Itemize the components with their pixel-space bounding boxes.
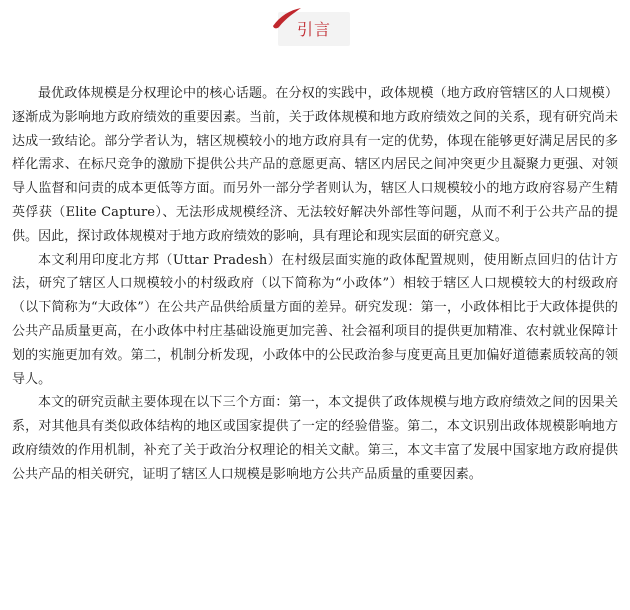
- section-header: [0, 6, 630, 46]
- article-body: [12, 82, 618, 487]
- paragraph-3: 本文的研究贡献主要体现在以下三个方面：第一，本文提供了政体规模与地方政府绩效之间的因果关系，对其他具有类似政体结构的地区或国家提供了一定的经验借鉴。第二，本文识别出政体规模影响地方政府绩效的作用机制，补充了关于政治分权理论的相关文献。第三，本文丰富了发展中国家地方政府提供公共产品的相关研究，证明了辖区人口规模是影响地方公共产品质量的重要因素。: [12, 395, 618, 482]
- paragraph-1: 最优政体规模是分权理论中的核心话题。在分权的实践中，政体规模（地方政府管辖区的人口规模）逐渐成为影响地方政府绩效的重要因素。当前，关于政体规模和地方政府绩效之间的关系，现有研究尚未达成一致结论。部分学者认为，辖区规模较小的地方政府具有一定的优势，体现在能够更好满足居民的多样化需求、在标尺竞争的激励下提供公共产品的意愿更高、辖区内居民之间冲突更少且凝聚力更强、对领导人监督和问责的成本更低等方面。而另外一部分学者则认为，辖区人口规模较小的地方政府容易产生精英俘获（Elite Capture）、无法形成规模经济、无法较好解决外部性等问题，从而不利于公共产品的提供。因此，探讨政体规模对于地方政府绩效的影响，具有理论和现实层面的研究意义。: [12, 86, 618, 244]
- paragraph-2: 本文利用印度北方邦（Uttar Pradesh）在村级层面实施的政体配置规则，使用断点回归的估计方法，研究了辖区人口规模较小的村级政府（以下简称为“小政体”）相较于辖区人口规模较大的村级政府（以下简称为“大政体”）在公共产品供给质量方面的差异。研究发现：第一，小政体相比于大政体提供的公共产品质量更高，在小政体中村庄基础设施更加完善、社会福利项目的提供更加精准、农村就业保障计划的实施更加有效。第二，机制分析发现，小政体中的公民政治参与度更高且更加偏好道德素质较高的领导人。: [12, 252, 618, 387]
- section-title: 引言: [296, 20, 331, 39]
